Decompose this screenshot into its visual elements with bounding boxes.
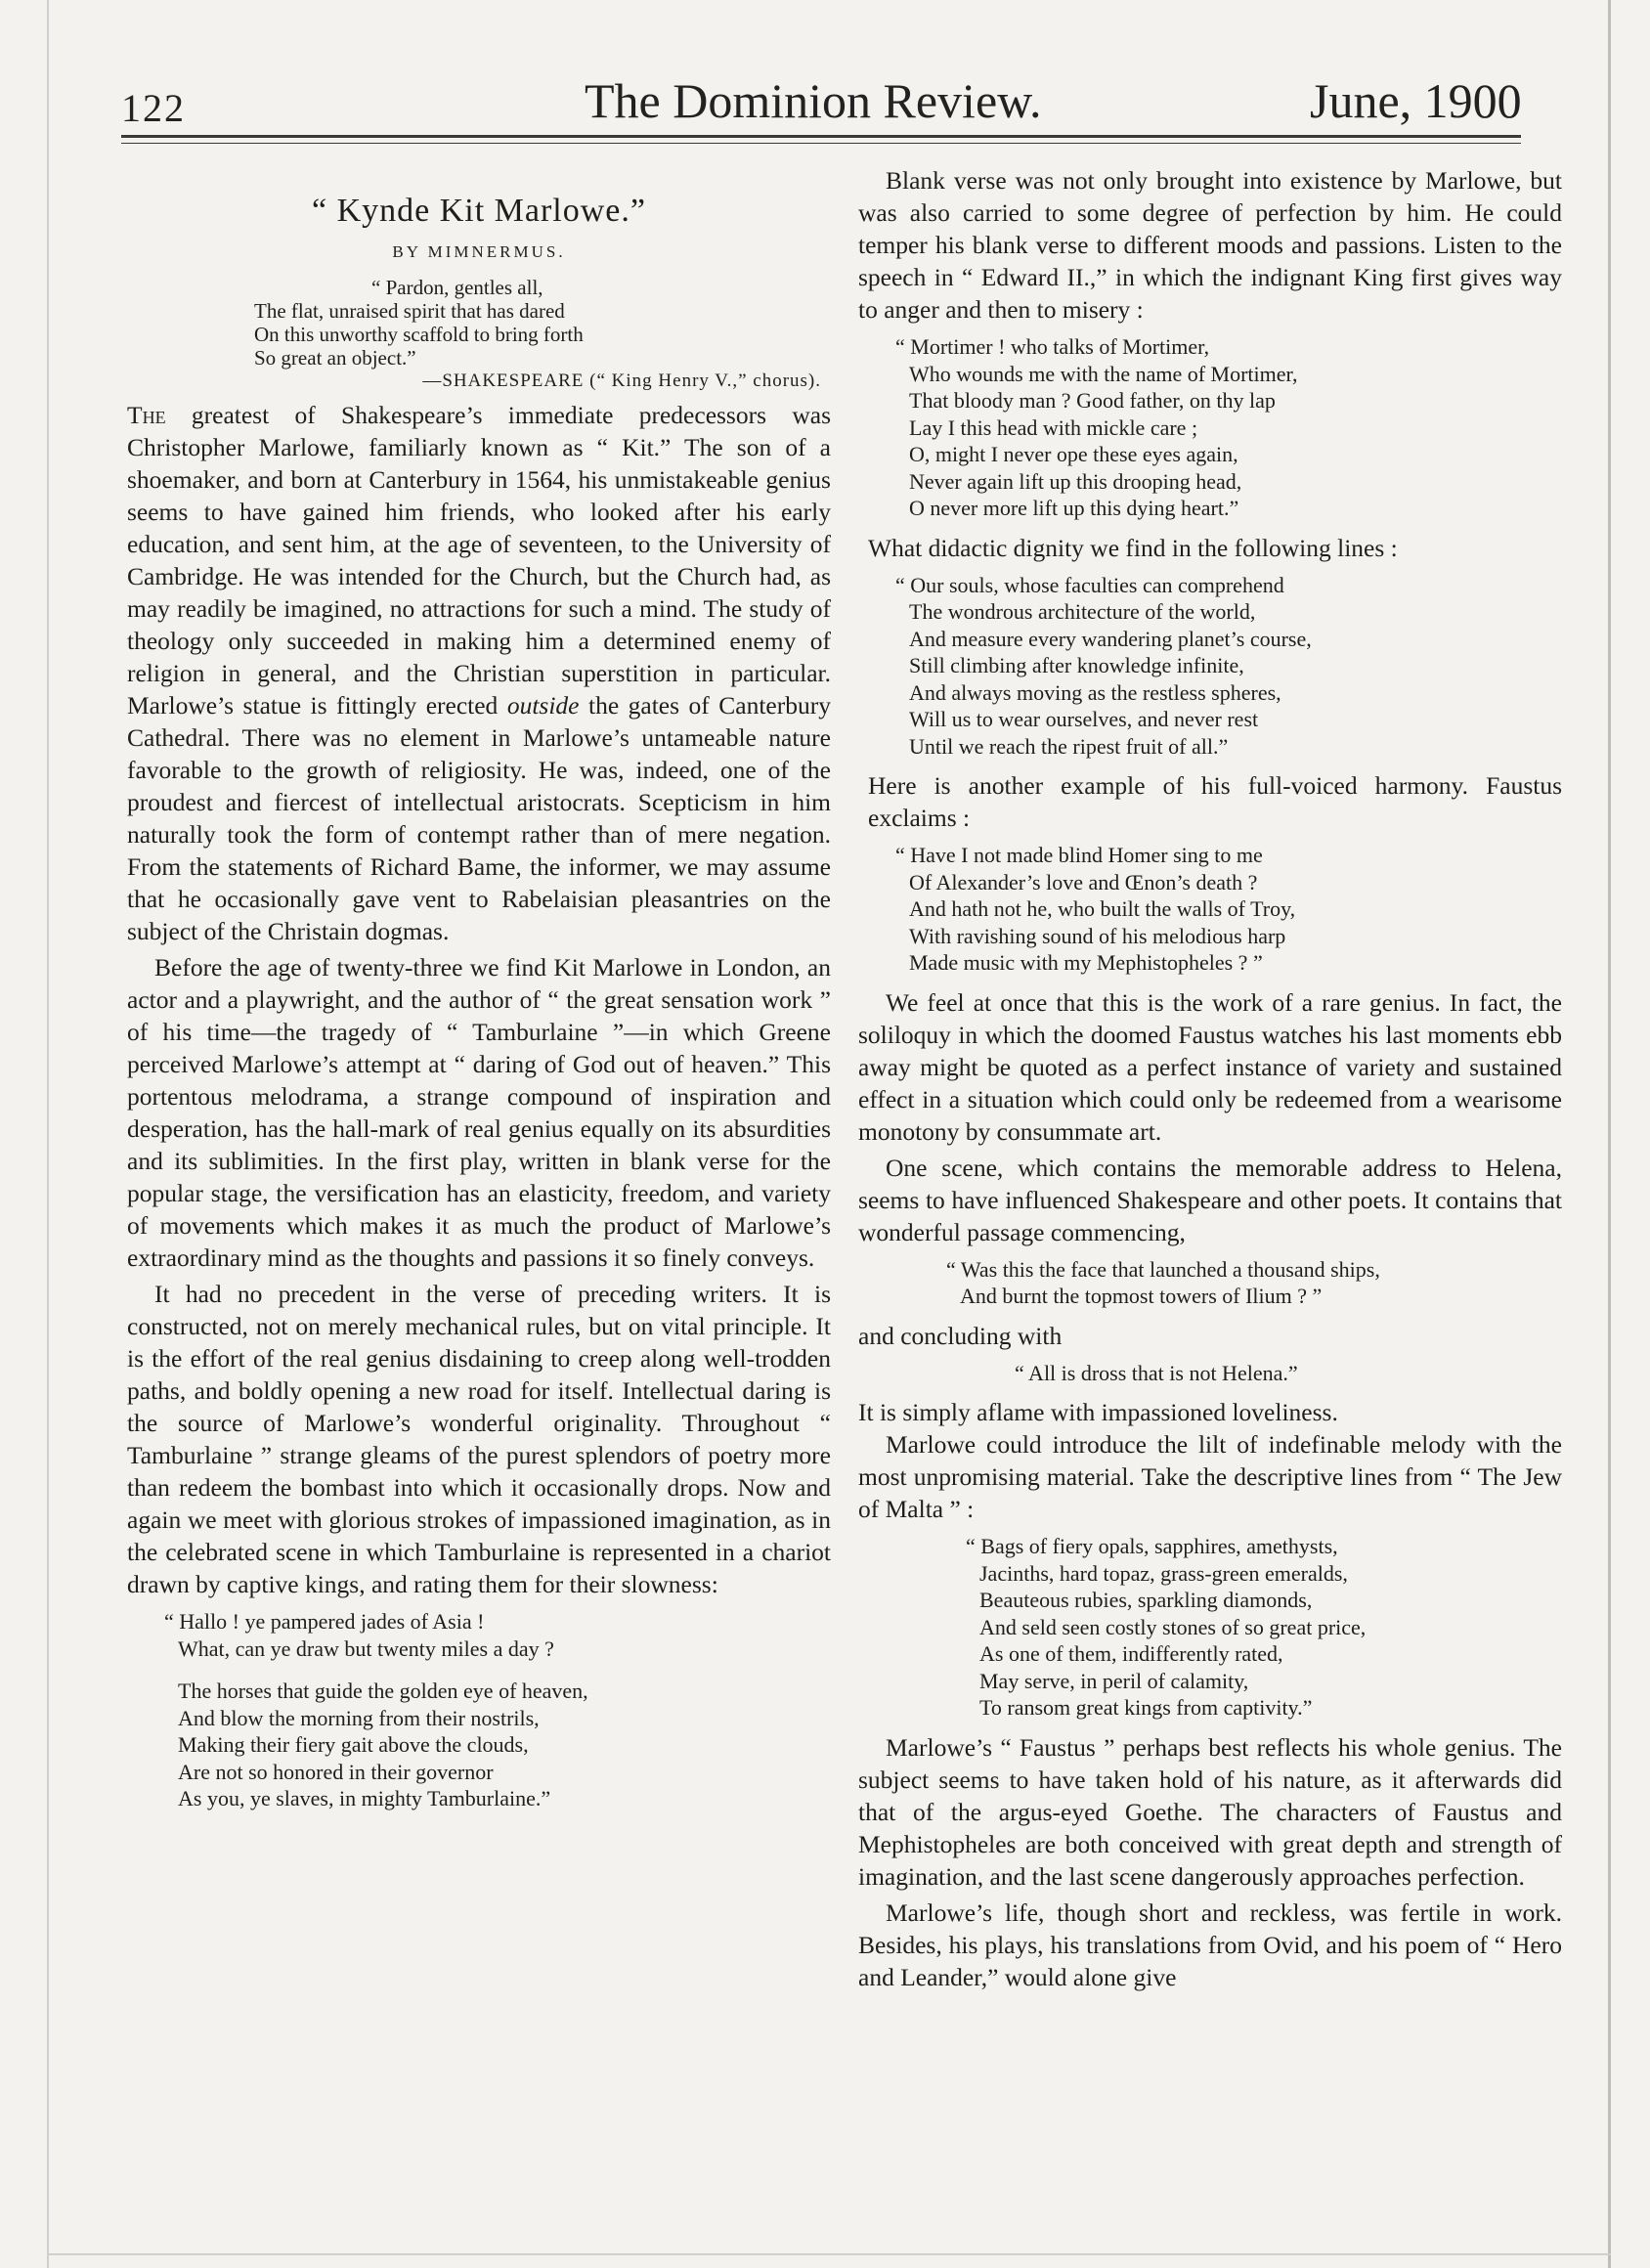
verse-line: Are not so honored in their governor xyxy=(178,1759,494,1784)
paragraph: Before the age of twenty-three we find Kit Marlowe in London, an actor and a playwright, and the author of “ the great sensation work ” of his time—the tragedy of “ Tamburlaine ”—in which Greene perceived Marlowe’s attempt at “ daring of God out of heaven.” This portentous melodrama, a strange compound of inspiration and desperation, has the hall-mark of real genius equally on its absurdities and its sublimities. In the first play, written in blank verse for the popular stage, the versification has an elasticity, freedom, and variety of movements which makes it as much the product of Marlowe’s extraordinary mind as the thoughts and passions it so finely conveys. xyxy=(127,953,831,1272)
verse-line: The horses that guide the golden eye of heaven, xyxy=(178,1679,588,1703)
verse-line: “ Mortimer ! who talks of Mortimer, xyxy=(895,334,1210,359)
verse-line: Who wounds me with the name of Mortimer, xyxy=(909,361,1298,386)
verse-line: And hath not he, who built the walls of Troy, xyxy=(909,896,1296,921)
page-number: 122 xyxy=(121,86,186,130)
paragraph: Marlowe’s “ Faustus ” perhaps best reflects his whole genius. The subject seems to have taken hold of his nature, as it afterwards did that of the argus-eyed Goethe. The characters of Faustus and Mephistopheles are both conceived with great depth and strength of imagination, and the last scene dangerously approaches perfection. xyxy=(858,1732,1562,1891)
verse-quote xyxy=(895,842,1562,977)
verse-line: Will us to wear ourselves, and never rest xyxy=(909,707,1259,731)
header-rule-thick xyxy=(121,135,1521,138)
verse-quote xyxy=(895,572,1562,761)
paragraph: It had no precedent in the verse of preceding writers. It is constructed, not on merely mechanical rules, but on vital principle. It is the effort of the real genius disdaining to creep along well-trodden paths, and boldly opening a new road for itself. Intellectual daring is the source of Marlowe’s wonderful originality. Throughout “ Tamburlaine ” strange gleams of the purest splendors of poetry more than redeem the bombast into which it occasionally drops. Now and again we meet with glorious strokes of impassioned imagination, as in the celebrated scene in which Tamburlaine is represented in a chariot drawn by captive kings, and rating them for their slowness: xyxy=(127,1280,831,1598)
verse-line: Until we reach the ripest fruit of all.” xyxy=(909,733,1229,759)
verse-line: “ Have I not made blind Homer sing to me xyxy=(895,843,1263,867)
verse-quote xyxy=(1015,1360,1562,1387)
verse-line: Lay I this head with mickle care ; xyxy=(909,414,1198,440)
verse-line: As you, ye slaves, in mighty Tamburlaine.” xyxy=(178,1786,551,1810)
verse-line: And blow the morning from their nostrils, xyxy=(178,1705,540,1730)
paragraph: Here is another example of his full-voiced harmony. Faustus exclaims : xyxy=(868,771,1562,832)
article-title: “ Kynde Kit Marlowe.” xyxy=(311,193,646,229)
paragraph: What didactic dignity we find in the following lines : xyxy=(868,533,1398,562)
paragraph: It is simply aflame with impassioned loveliness. xyxy=(858,1398,1338,1426)
paragraph: and concluding with xyxy=(858,1321,1063,1350)
epigraph-line: On this unworthy scaffold to bring forth xyxy=(254,323,584,346)
page-edge-left xyxy=(47,0,49,2268)
verse-line: May serve, in peril of calamity, xyxy=(979,1668,1249,1693)
epigraph-line: The flat, unraised spirit that has dared xyxy=(254,299,565,323)
verse-line: Making their fiery gait above the clouds, xyxy=(178,1732,529,1757)
verse-line: And always moving as the restless spheres, xyxy=(909,679,1281,705)
verse-line: The wondrous architecture of the world, xyxy=(909,599,1256,624)
verse-line: And seld seen costly stones of so great price, xyxy=(979,1614,1367,1639)
verse-line: And measure every wandering planet’s course, xyxy=(909,626,1312,651)
verse-line: Never again lift up this drooping head, xyxy=(909,468,1242,494)
verse-line: “ Our souls, whose faculties can comprehend xyxy=(895,572,1284,597)
paragraph xyxy=(127,399,831,947)
verse-line: Jacinths, hard topaz, grass-green emeralds, xyxy=(979,1560,1348,1586)
epigraph-line: So great an object.” xyxy=(254,346,416,370)
page-edge-bottom xyxy=(47,2253,1611,2255)
verse-line: And burnt the topmost towers of Ilium ? ” xyxy=(960,1284,1323,1308)
verse-line: With ravishing sound of his melodious harp xyxy=(909,923,1286,948)
verse-line: “ Bags of fiery opals, sapphires, amethysts, xyxy=(966,1534,1338,1558)
paragraph: Marlowe could introduce the lilt of indefinable melody with the most unpromising material. Take the descriptive lines from “ The Jew of Malta ” : xyxy=(858,1430,1562,1523)
article-byline: BY MIMNERMUS. xyxy=(392,242,566,261)
verse-line: O, might I never ope these eyes again, xyxy=(909,442,1238,466)
verse-line: To ransom great kings from captivity.” xyxy=(979,1695,1313,1720)
verse-line: “ Hallo ! ye pampered jades of Asia ! xyxy=(164,1609,485,1634)
verse-line: As one of them, indifferently rated, xyxy=(979,1641,1283,1666)
header-rule-thin xyxy=(121,143,1521,144)
verse-line: That bloody man ? Good father, on thy lap xyxy=(909,388,1276,413)
verse-quote xyxy=(966,1533,1562,1722)
left-column xyxy=(127,164,831,1822)
verse-quote xyxy=(164,1608,831,1812)
opening-word: The xyxy=(127,401,166,429)
epigraph-line: “ Pardon, gentles all, xyxy=(371,276,543,299)
verse-line: Made music with my Mephistopheles ? ” xyxy=(909,950,1263,975)
issue-date: June, 1900 xyxy=(1310,73,1522,128)
paragraph-text: the gates of Canterbury Cathedral. There was no element in Marlowe’s untameable nature favorable to the growth of religiosity. He was, indeed, one of the proudest and fiercest of intellectual aristocrats. Scepticism in him naturally took the form of contempt rather than of mere negation. From the statements of Richard Bame, the informer, we may assume that he occasionally gave vent to Rabelaisian pleasantries on the subject of the Christain dogmas. xyxy=(127,691,831,945)
paragraph-text: greatest of Shakespeare’s immediate predecessors was Christopher Marlowe, familiarly known as “ Kit.” The son of a shoemaker, and born at Canterbury in 1564, his unmistakeable genius seems to have gained him friends, who looked after his early education, and sent him, at the age of seventeen, to the University of Cambridge. He was intended for the Church, but the Church had, as may readily be imagined, no attractions for such a mind. The study of theology only succeeded in making him a determined enemy of religion in general, and the Christian superstition in particular. Marlowe’s statue is fittingly erected xyxy=(127,401,831,720)
running-title: The Dominion Review. xyxy=(585,73,1042,128)
paragraph: Marlowe’s life, though short and reckless, was fertile in work. Besides, his plays, his translations from Ovid, and his poem of “ Hero and Leander,” would alone give xyxy=(858,1897,1562,1991)
verse-line: “ Was this the face that launched a thousand ships, xyxy=(946,1256,1380,1282)
right-column xyxy=(858,164,1562,1993)
paragraph: We feel at once that this is the work of a rare genius. In fact, the soliloquy in which the doomed Faustus watches his last moments ebb away might be quoted as a perfect instance of variety and sustained effect in a situation which could only be redeemed from a wearisome monotony by consummate art. xyxy=(858,987,1562,1146)
verse-line: Of Alexander’s love and Œnon’s death ? xyxy=(909,869,1258,894)
paragraph: One scene, which contains the memorable address to Helena, seems to have influenced Shakespeare and other poets. It contains that wonderful passage commencing, xyxy=(858,1153,1562,1246)
epigraph xyxy=(254,276,831,393)
emphasis-text: outside xyxy=(506,691,580,720)
verse-line: Still climbing after knowledge infinite, xyxy=(909,653,1244,677)
verse-line: “ All is dross that is not Helena.” xyxy=(1015,1360,1298,1385)
epigraph-attribution: —SHAKESPEARE (“ King Henry V.,” chorus). xyxy=(422,371,821,391)
verse-line: What, can ye draw but twenty miles a day ? xyxy=(178,1636,554,1661)
verse-line: Beauteous rubies, sparkling diamonds, xyxy=(979,1588,1313,1612)
verse-quote xyxy=(946,1256,1562,1310)
paragraph: Blank verse was not only brought into existence by Marlowe, but was also carried to some degree of perfection by him. He could temper his blank verse to different moods and passions. Listen to the speech in “ Edward II.,” in which the indignant King first gives way to anger and then to misery : xyxy=(858,166,1562,324)
page-edge-right xyxy=(1608,0,1611,2268)
verse-quote xyxy=(895,333,1562,522)
verse-break xyxy=(164,1662,831,1678)
verse-line: O never more lift up this dying heart.” xyxy=(909,496,1239,520)
